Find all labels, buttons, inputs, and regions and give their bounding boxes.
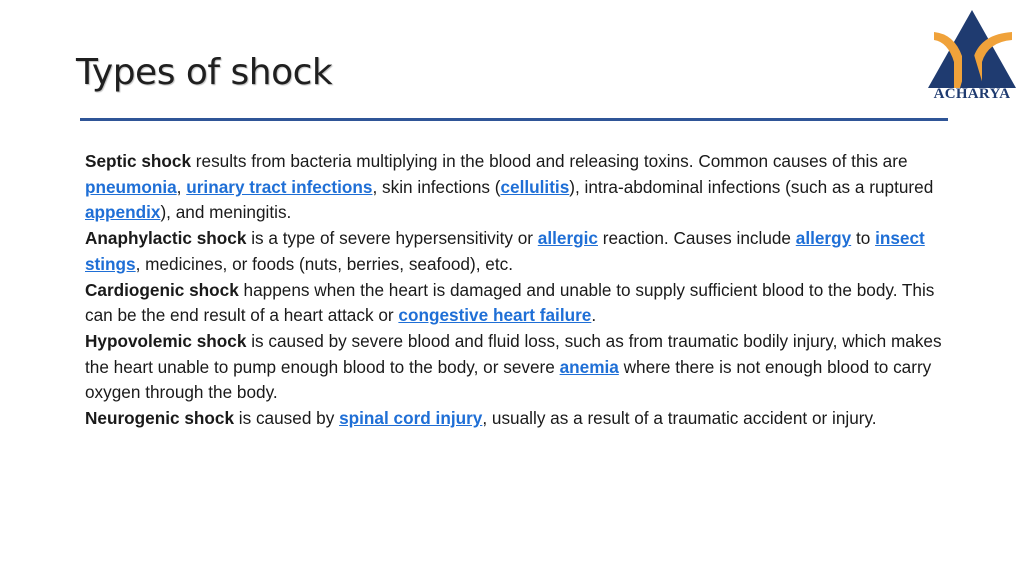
text: reaction. Causes include [598,228,796,249]
text: is a type of severe hypersensitivity or [246,228,538,249]
paragraph-hypovolemic-shock [85,329,957,406]
text: to [851,228,876,249]
link-allergy[interactable]: allergy [795,228,852,249]
term-neurogenic-shock: Neurogenic shock [85,408,234,429]
text: , usually as a result of a traumatic accident or injury. [482,408,877,429]
slide-title: Types of shock [76,52,333,93]
text: is caused by severe blood and fluid loss, such as from traumatic bodily injury, which makes the heart unable to pump enough blood to the body, or severe [85,330,942,377]
paragraph-anaphylactic-shock [85,226,957,277]
link-allergic[interactable]: allergic [537,228,598,249]
logo-wordmark: ACHARYA [933,86,1011,102]
text: , skin infections ( [372,176,501,197]
title-divider [80,118,948,121]
paragraph-cardiogenic-shock [85,278,957,329]
slide-body [85,149,957,432]
acharya-logo [926,8,1018,106]
link-congestive-heart-failure[interactable]: congestive heart failure [398,305,592,326]
text: ), intra-abdominal infections (such as a ruptured [569,176,934,197]
link-insect-stings[interactable]: insect stings [85,228,925,274]
paragraph-septic-shock [85,149,957,226]
term-septic-shock: Septic shock [85,151,192,171]
link-cellulitis[interactable]: cellulitis [500,176,570,197]
term-cardiogenic-shock: Cardiogenic shock [85,279,239,300]
term-hypovolemic-shock: Hypovolemic shock [85,330,247,351]
acharya-logo-icon [926,8,1018,90]
text: , medicines, or foods (nuts, berries, seafood), etc. [135,253,513,274]
text: . [591,305,597,326]
link-appendix[interactable]: appendix [85,202,161,223]
text: , [176,176,187,197]
text: where there is not enough blood to carry oxygen through the body. [85,356,932,403]
link-anemia[interactable]: anemia [559,356,619,377]
text: results from bacteria multiplying in the blood and releasing toxins. Common causes of this are [191,151,908,171]
paragraph-neurogenic-shock [85,406,957,432]
text: ), and meningitis. [160,202,292,223]
link-urinary-tract-infections[interactable]: urinary tract infections [186,176,373,197]
text: is caused by [234,408,340,429]
term-anaphylactic-shock: Anaphylactic shock [85,228,247,249]
link-pneumonia[interactable]: pneumonia [85,176,177,197]
link-spinal-cord-injury[interactable]: spinal cord injury [339,408,483,429]
text: happens when the heart is damaged and unable to supply sufficient blood to the body. This can be the end result of a heart attack or [85,279,935,326]
